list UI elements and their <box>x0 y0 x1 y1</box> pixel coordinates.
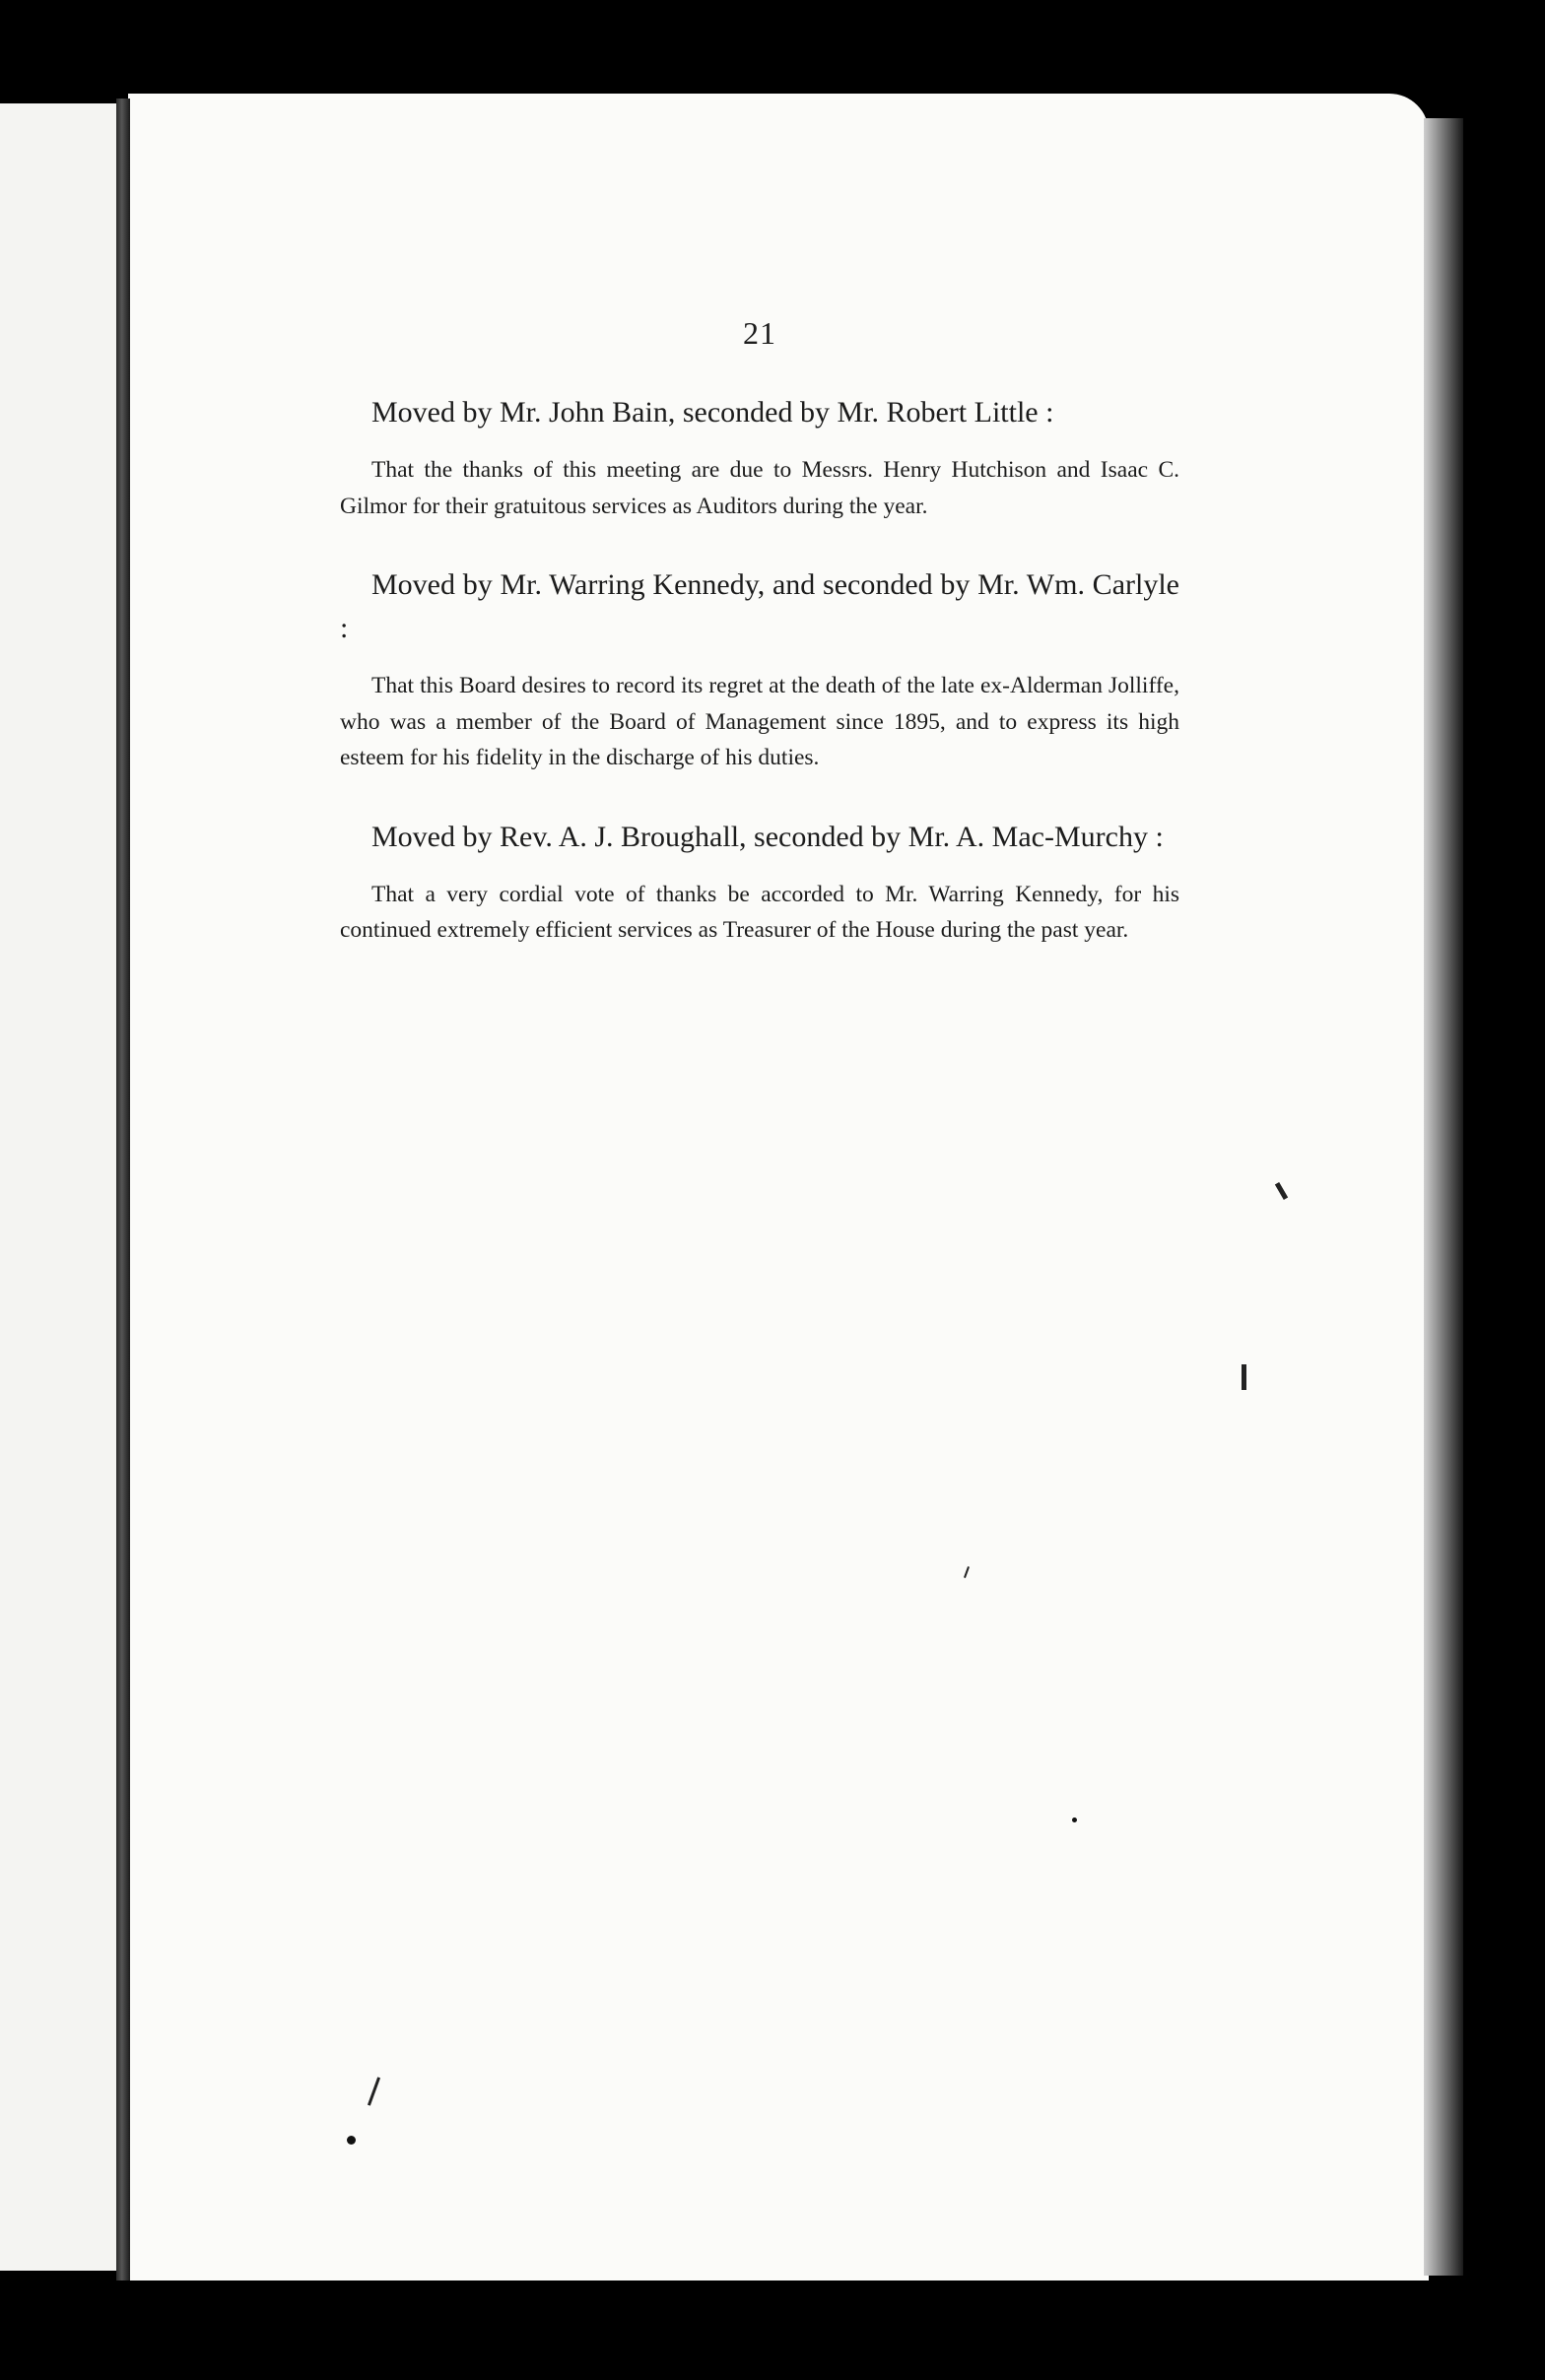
left-page-edge <box>0 103 126 2271</box>
page-number: 21 <box>743 315 776 351</box>
motion-text: Moved by Mr. Warring Kennedy, and seconded by Mr. Wm. Carlyle : <box>340 568 1179 644</box>
resolution-text: That the thanks of this meeting are due to Messrs. Henry Hutchison and Isaac C. Gilmor for their gratuitous services as Auditors during the year. <box>340 457 1179 519</box>
motion-text: Moved by Rev. A. J. Broughall, seconded by Mr. A. Mac-Murchy : <box>371 820 1164 853</box>
scan-speck <box>347 2136 356 2145</box>
scan-speck <box>1072 1818 1077 1822</box>
page-edge-shadow <box>1424 118 1463 2276</box>
resolution-text: That this Board desires to record its regret at the death of the late ex-Alderman Jolliffe, who was a member of the Board of Management since 1895, and to express its high esteem for his fidelity in the discharge of his duties. <box>340 673 1179 770</box>
motion-text: Moved by Mr. John Bain, seconded by Mr. Robert Little : <box>371 396 1054 429</box>
page-content <box>340 315 1179 988</box>
scan-mark <box>1242 1364 1246 1390</box>
resolution-text: That a very cordial vote of thanks be accorded to Mr. Warring Kennedy, for his continued extremely efficient services as Treasurer of the House during the past year. <box>340 881 1179 943</box>
book-gutter <box>116 99 130 2281</box>
